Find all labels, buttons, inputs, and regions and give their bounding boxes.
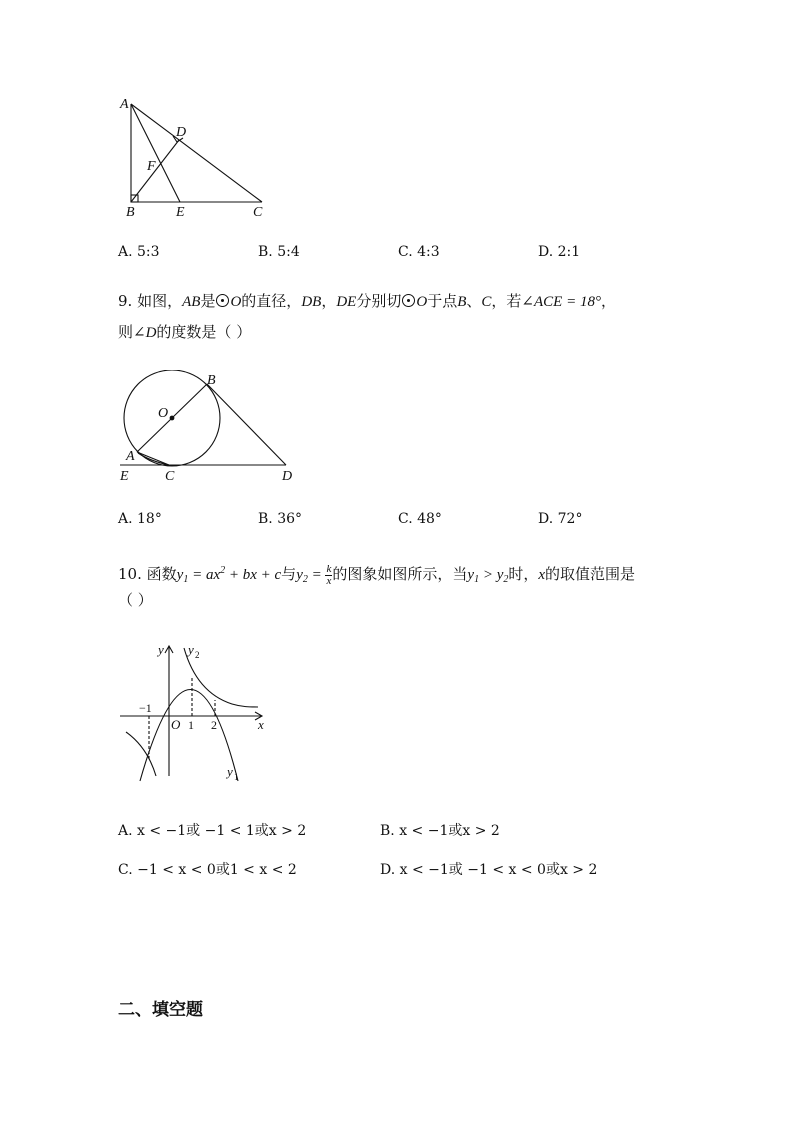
q10-label-neg1: −1 (139, 701, 152, 715)
q9-text: 、 (466, 292, 482, 310)
q10-eq: = ax (188, 567, 221, 583)
section-title: 二、填空题 (118, 1000, 203, 1020)
q10-text: 的图象如图所示，当 (332, 565, 468, 583)
q9-text: 则 (118, 323, 134, 341)
q8-label-A: A (120, 97, 129, 112)
q9-db: DB (301, 294, 322, 310)
q10-figure (112, 636, 272, 786)
q9-option-b: B. 36° (258, 511, 303, 527)
q8-label-D: D (176, 125, 187, 140)
q10-sub: 2 (503, 574, 509, 585)
q8-label-C: C (253, 205, 263, 220)
q9-b: B (457, 294, 467, 310)
q9-angle-d: ∠D (133, 325, 157, 341)
q9-text: ， (600, 292, 616, 310)
q9-label-A: A (126, 449, 135, 464)
q10-label-y2: y (188, 642, 194, 657)
circle-dot-icon (402, 294, 415, 307)
q8-option-b: B. 5:4 (258, 244, 300, 260)
q10-eq: = (307, 567, 326, 583)
q9-text: 分别切 (356, 292, 402, 310)
q10-frac-den: x (326, 574, 332, 587)
q9-o: O (230, 294, 242, 310)
q9-text: 的直径， (241, 292, 302, 310)
q10-option-c: C. −1 < x < 0或1 < x < 2 (118, 862, 297, 878)
q10-y2: y (296, 567, 303, 583)
q8-label-E: E (176, 205, 185, 220)
q10-sup: 2 (220, 565, 226, 576)
q10-label-one: 1 (188, 718, 194, 732)
q9-label-O: O (158, 406, 169, 421)
q10-text: 与 (281, 565, 297, 583)
q8-label-B: B (126, 205, 135, 220)
q9-text: 于点 (427, 292, 458, 310)
q10-y2: y (496, 567, 504, 583)
q9-c: C (481, 294, 492, 310)
q10-y1: y (467, 567, 475, 583)
q10-eq: + bx + c (225, 567, 282, 583)
q9-text: ，若 (491, 292, 522, 310)
q10-option-a: A. x < −1或 −1 < 1或x > 2 (118, 823, 307, 839)
q10-text: 时， (508, 565, 539, 583)
q10-label-y1: y (227, 764, 233, 779)
q9-text: 是 (200, 292, 216, 310)
q9-option-d: D. 72° (538, 511, 583, 527)
q10-text: 函数 (146, 565, 177, 583)
q10-text: 的取值范围是 (545, 565, 636, 583)
q10-label-y: y (158, 642, 164, 657)
q9-text: 的度数是（ ） (156, 323, 252, 341)
q9-angle-expr: ∠ACE = 18° (521, 294, 601, 310)
q9-label-D: D (282, 469, 293, 484)
q10-sub: 2 (302, 574, 308, 585)
q10-gt: > (479, 567, 497, 583)
q9-option-a: A. 18° (118, 511, 162, 527)
q10-sub: 1 (474, 574, 480, 585)
q10-option-b: B. x < −1或x > 2 (380, 823, 500, 839)
q9-o: O (416, 294, 428, 310)
q8-option-c: C. 4:3 (398, 244, 440, 260)
q10-y1: y (176, 567, 184, 583)
q9-text: ， (321, 292, 337, 310)
q10-x: x (538, 567, 546, 583)
q8-option-a: A. 5:3 (118, 244, 160, 260)
q9-option-c: C. 48° (398, 511, 442, 527)
q10-label-O: O (171, 717, 181, 732)
q8-label-F: F (147, 159, 156, 174)
q9-question-line1 (118, 290, 616, 313)
q10-number: 10. (118, 565, 142, 583)
q10-text: （ ） (118, 591, 153, 609)
q9-label-C: C (165, 469, 175, 484)
q8-figure (110, 92, 280, 222)
q9-number: 9. (118, 292, 133, 310)
circle-dot-icon (216, 294, 229, 307)
q8-option-d: D. 2:1 (538, 244, 581, 260)
q10-question-line1 (118, 560, 635, 591)
q10-label-two: 2 (211, 718, 217, 732)
q9-ab: AB (182, 294, 201, 310)
q9-question-line2 (118, 321, 251, 344)
q10-question-line2 (118, 589, 153, 611)
q9-de: DE (336, 294, 357, 310)
q10-sub: 1 (183, 574, 189, 585)
q9-label-B: B (207, 373, 216, 388)
q10-frac-num: k (326, 562, 332, 575)
q9-figure (110, 370, 310, 485)
q10-label-y1-sub: 1 (234, 772, 239, 782)
q10-label-y2-sub: 2 (195, 650, 200, 660)
q9-label-E: E (120, 469, 129, 484)
q10-option-d: D. x < −1或 −1 < x < 0或x > 2 (380, 862, 598, 878)
q10-label-x: x (258, 717, 264, 732)
q9-text: 如图， (137, 292, 183, 310)
